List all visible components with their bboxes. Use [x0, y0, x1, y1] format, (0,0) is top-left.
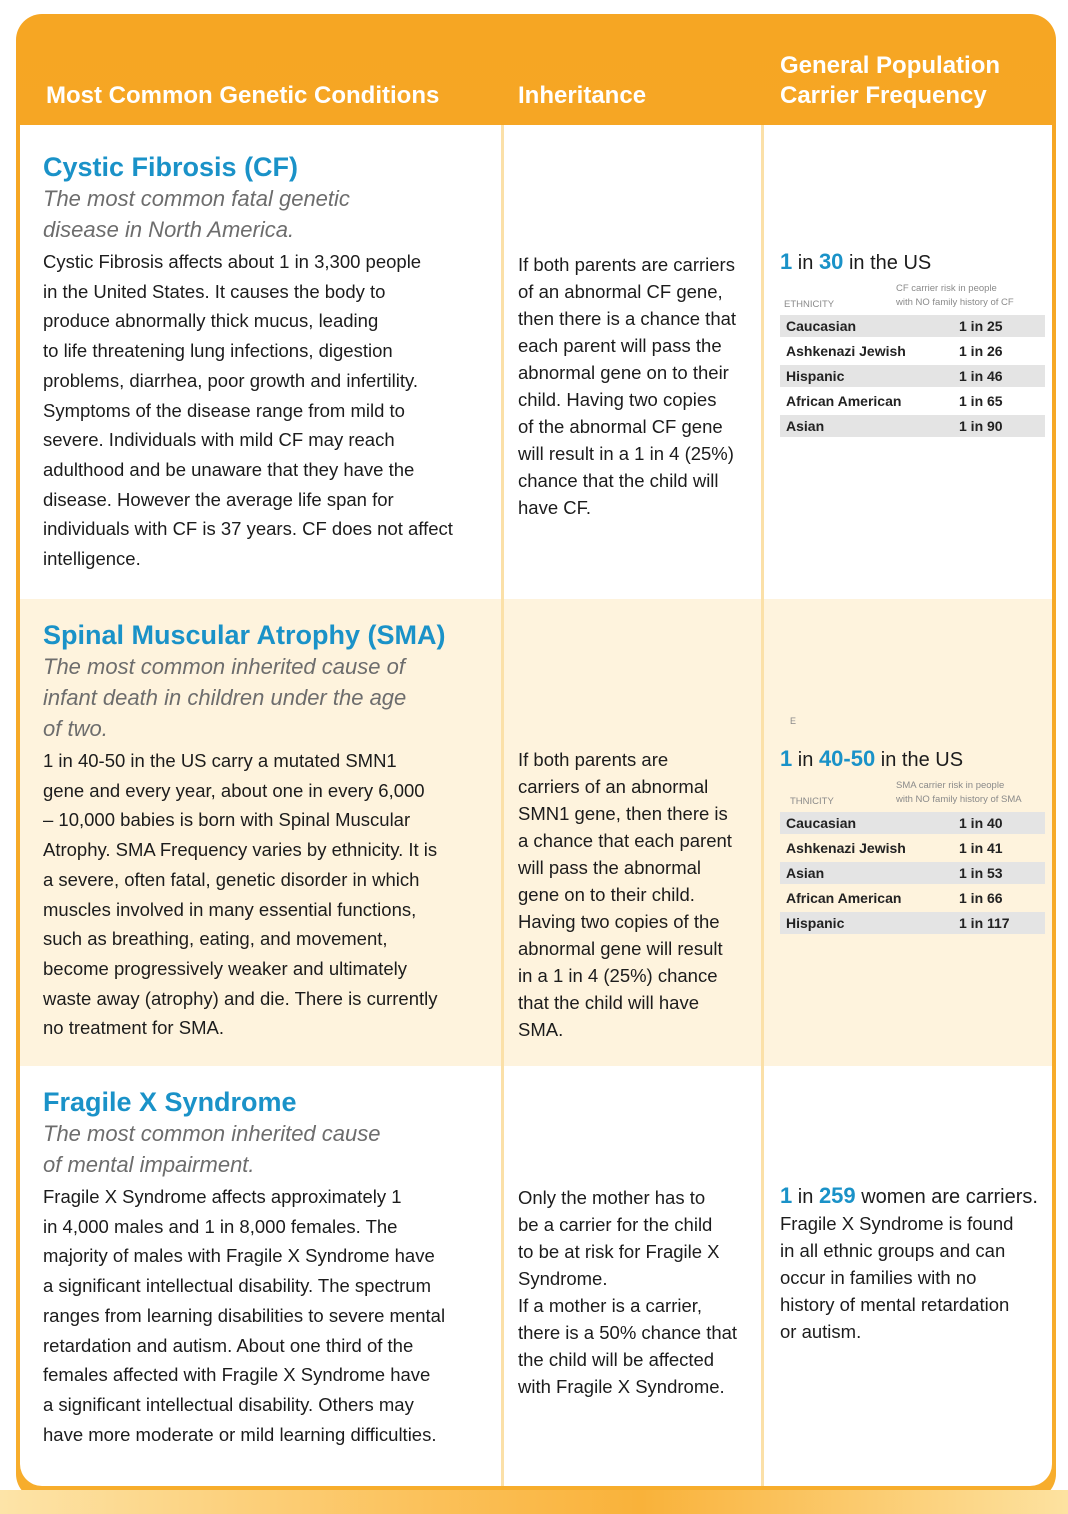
stray-mark: E — [790, 716, 797, 726]
header-inheritance: Inheritance — [518, 82, 647, 109]
sma-ethnicity-table-header: THNICITY SMA carrier risk in people with NO family history of SMA — [790, 780, 1022, 807]
sma-description — [43, 619, 493, 1043]
cf-ethnicity-table-header: ETHNICITY CF carrier risk in people with NO family history of CF — [784, 283, 1014, 310]
column-divider — [761, 125, 764, 1486]
table-row: Ashkenazi Jewish 1 in 41 — [786, 840, 1003, 856]
header-conditions: Most Common Genetic Conditions — [46, 82, 440, 109]
table-row: Asian 1 in 90 — [780, 415, 1045, 437]
table-row: Ashkenazi Jewish 1 in 26 — [786, 343, 1003, 359]
table-row: African American 1 in 66 — [786, 890, 1003, 906]
cf-description — [43, 151, 493, 574]
fx-description — [43, 1086, 493, 1449]
cf-body: Cystic Fibrosis affects about 1 in 3,300 people in the United States. It causes the body to produce abnormally thick mucus, leading to life threatening lung infections, digestion problems, diarrhea, poor growth and infertility. Symptoms of the disease range from mild to severe. Individuals with mild CF may reach adulthood and be unaware that they have the disease. However the average life span for individuals with CF is 37 years. CF does not affect intelligence. — [43, 251, 453, 570]
fx-body: Fragile X Syndrome affects approximately 1 in 4,000 males and 1 in 8,000 females. The majority of males with Fragile X Syndrome have a significant intellectual disability. The spectrum ranges from learning disabilities to severe mental retardation and autism. About one third of the females affected with Fragile X Syndrome have a significant intellectual disability. Others may have more moderate or mild learning difficulties. — [43, 1186, 446, 1445]
table-row: Caucasian 1 in 40 — [780, 812, 1045, 834]
sma-inheritance: If both parents are carriers of an abnormal SMN1 gene, then there is a chance that each parent will pass the abnormal gene on to their child. Having two copies of the abnormal gene will result in a 1 in 4 (25%) chance that the child will have SMA. — [518, 749, 732, 1040]
row-spinal-muscular-atrophy — [20, 599, 1052, 1066]
fx-carrier-frequency: 1 in 259 women are carriers. Fragile X Syndrome is found in all ethnic groups and can occur in families with no history of mental retardation or autism. — [780, 1183, 1050, 1345]
sma-carrier-frequency — [780, 716, 1050, 937]
table-header — [16, 14, 1056, 125]
fx-title: Fragile X Syndrome — [43, 1087, 297, 1117]
cf-frequency-summary: 1 in 30 in the US — [780, 249, 932, 274]
sma-subtitle: The most common inherited cause of infant death in children under the age of two. — [43, 654, 407, 741]
header-carrier-frequency: General Population Carrier Frequency — [780, 52, 1001, 109]
cf-title: Cystic Fibrosis (CF) — [43, 152, 299, 182]
table-row: Hispanic 1 in 117 — [780, 912, 1045, 934]
cf-subtitle: The most common fatal genetic disease in North America. — [43, 186, 350, 242]
sma-frequency-summary: 1 in 40-50 in the US — [780, 746, 964, 771]
cf-ethnicity-table — [780, 312, 1045, 440]
table-row: African American 1 in 65 — [786, 393, 1003, 409]
sma-title: Spinal Muscular Atrophy (SMA) — [43, 620, 446, 650]
table-row: Asian 1 in 53 — [780, 862, 1045, 884]
cf-carrier-frequency — [780, 249, 1050, 440]
cf-inheritance: If both parents are carriers of an abnormal CF gene, then there is a chance that each parent will pass the abnormal gene on to their child. Having two copies of the abnormal CF gene will result in a 1 in 4 (25%) chance that the child will have CF. — [518, 254, 737, 518]
sma-body: 1 in 40-50 in the US carry a mutated SMN1 gene and every year, about one in every 6,000 – 10,000 babies is born with Spinal Muscular Atrophy. SMA Frequency varies by ethnicity. It is a severe, often fatal, genetic disorder in which muscles involved in many essential functions, such as breathing, eating, and movement, become progressively weaker and ultimately waste away (atrophy) and die. There is currently no treatment for SMA. — [43, 750, 438, 1039]
row-fragile-x-syndrome — [20, 1066, 1052, 1486]
column-divider — [501, 125, 504, 1486]
fx-inheritance: Only the mother has to be a carrier for the child to be at risk for Fragile X Syndrome. If a mother is a carrier, there is a 50% chance that the child will be affected with Fragile X Syndrome. — [518, 1187, 738, 1397]
fx-frequency-summary: 1 in 259 women are carriers. — [780, 1183, 1038, 1208]
fx-subtitle: The most common inherited cause of mental impairment. — [43, 1121, 381, 1177]
row-cystic-fibrosis — [20, 125, 1052, 599]
sma-ethnicity-table — [780, 809, 1045, 937]
table-row: Caucasian 1 in 25 — [780, 315, 1045, 337]
bottom-decoration — [0, 1490, 1068, 1514]
table-row: Hispanic 1 in 46 — [780, 365, 1045, 387]
